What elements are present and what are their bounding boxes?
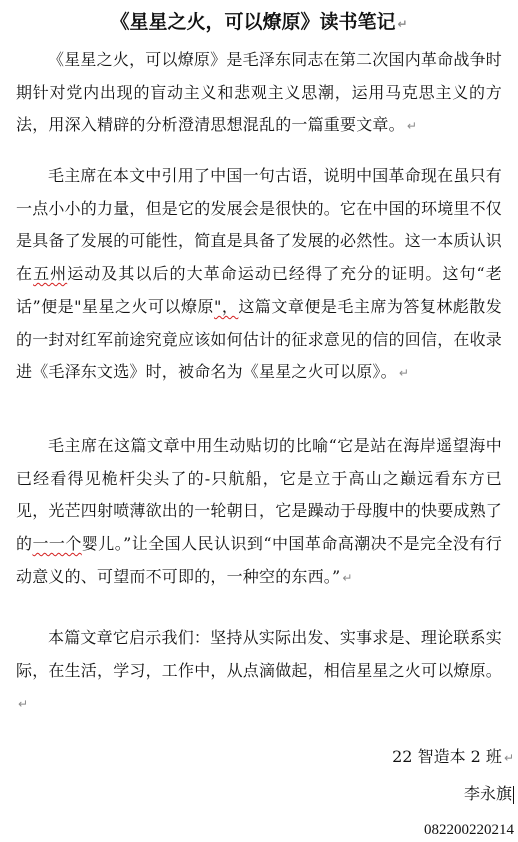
paragraph-3-text-a: 毛主席在这篇文章中用生动贴切的比喻“它是站在海岸遥望海中已经看得见桅杆尖头了的-只航船，它是立于高山之巅远看东方已见，光芒四射喷薄欲出的一轮朝日，它是躁动于母腹中的快要成熟了的 xyxy=(16,436,503,554)
signature-student-id-text: 082200220214 xyxy=(424,822,514,838)
signature-name xyxy=(464,782,514,806)
paragraph-mark: ↵ xyxy=(398,366,410,381)
paragraph-2-text-b: 运动及其以后的大革命运动已经得了充分的证明。这句“老话”便是"星星之火可以燎原 xyxy=(16,264,502,316)
signature-student-id xyxy=(424,818,514,842)
paragraph-4 xyxy=(16,622,502,721)
signature-class-text: 22 智造本 2 班 xyxy=(392,747,502,766)
signature-class xyxy=(392,745,514,770)
paragraph-2-text-a: 毛主席在本文中引用了中国一句古语，说明中国革命现在虽只有一点小小的力量，但是它的发展会是很快的。它在中国的环境里不仅是具备了发展的可能性，简直是具备了发展的必然性。这一本质认识在 xyxy=(16,166,503,284)
paragraph-mark: ↵ xyxy=(18,697,29,712)
signature-name-text: 李永旗 xyxy=(463,784,512,803)
paragraph-4-text: 本篇文章它启示我们：坚持从实际出发、实事求是、理论联系实际，在生活，学习，工作中，从点滴做起，相信星星之火可以燎原。 xyxy=(16,628,503,680)
paragraph-2-text-c: 这篇文章便是毛主席为答复林彪散发的一封对红军前途究竟应该如何估计的征求意见的信的回信，在收录进《毛泽东文选》时，被命名为《星星之火可以原》。 xyxy=(16,296,503,382)
paragraph-3-text-b: 婴儿。”让全国人民认识到“中国革命高潮决不是完全没有行动意义的、可望而不可即的，一种空的东西。” xyxy=(16,534,502,586)
paragraph-1 xyxy=(16,44,502,143)
spellcheck-underline: "， xyxy=(214,296,239,316)
paragraph-mark: ↵ xyxy=(503,751,514,765)
document-title xyxy=(0,8,518,38)
spellcheck-underline: 五州 xyxy=(33,264,68,284)
paragraph-2 xyxy=(16,160,502,390)
paragraph-mark: ↵ xyxy=(406,119,418,134)
paragraph-3 xyxy=(16,430,502,595)
spellcheck-underline: 一一个 xyxy=(32,534,82,554)
paragraph-mark: ↵ xyxy=(397,17,408,31)
paragraph-1-text: 《星星之火，可以燎原》是毛泽东同志在第二次国内革命战争时期针对党内出现的盲动主义和悲观主义思潮，运用马克思主义的方法，用深入精辟的分析澄清思想混乱的一篇重要文章。 xyxy=(16,50,502,135)
paragraph-mark: ↵ xyxy=(342,570,353,585)
title-text: 《星星之火，可以燎原》读书笔记 xyxy=(110,11,396,33)
text-cursor xyxy=(513,786,514,804)
